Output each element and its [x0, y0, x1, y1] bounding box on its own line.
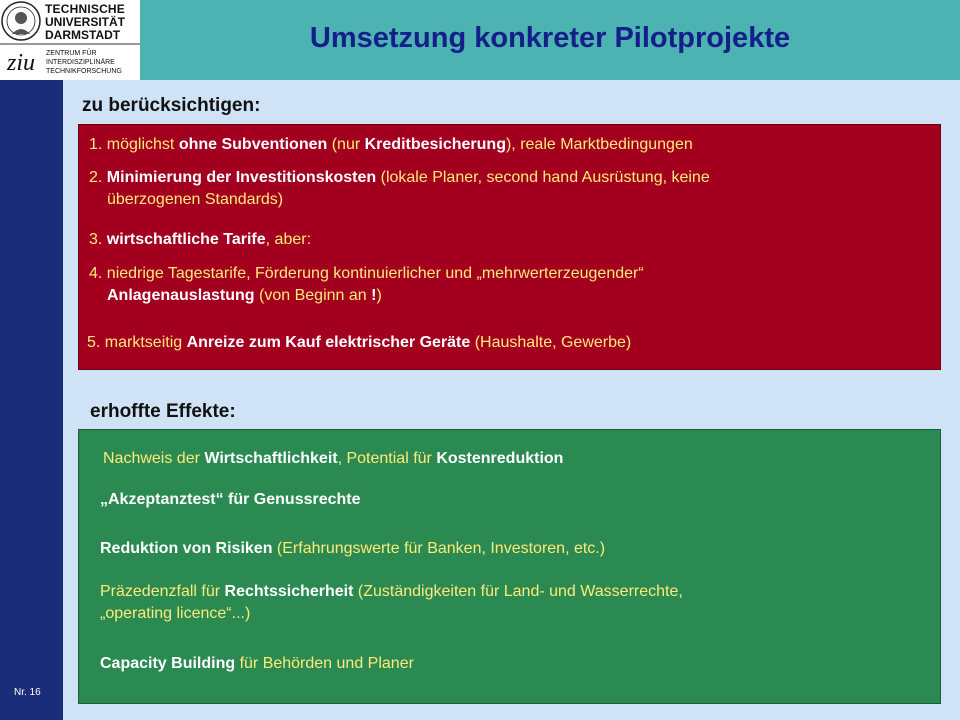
effect-1: Nachweis der Wirtschaftlichkeit, Potential für Kostenreduktion [103, 450, 564, 467]
page-title: Umsetzung konkreter Pilotprojekte [309, 22, 791, 54]
university-name-line2: UNIVERSITÄT [45, 15, 126, 29]
university-name-line1: TECHNISCHE [45, 2, 126, 16]
effect-4: Präzedenzfall für Rechtssicherheit (Zuständigkeiten für Land- und Wasserrechte, „operating licence“...) [100, 583, 683, 622]
consideration-2: 2. Minimierung der Investitionskosten (lokale Planer, second hand Ausrüstung, keine überzogenen Standards) [89, 169, 710, 208]
sidebar-bar [0, 80, 63, 720]
effect-2: „Akzeptanztest“ für Genussrechte [100, 491, 361, 508]
university-logo-area [0, 0, 140, 80]
effect-5: Capacity Building für Behörden und Planer [100, 655, 414, 672]
consideration-5: 5. marktseitig Anreize zum Kauf elektrischer Geräte (Haushalte, Gewerbe) [87, 334, 632, 351]
ziu-name-line2: INTERDISZIPLINÄRE [46, 59, 115, 66]
ziu-name-line1: ZENTRUM FÜR [46, 50, 97, 57]
consideration-3: 3. wirtschaftliche Tarife, aber: [89, 231, 312, 248]
svg-text:ziu: ziu [7, 50, 36, 76]
section-considerations-label: zu berücksichtigen: [82, 95, 261, 116]
slide-number: Nr. 16 [14, 687, 41, 698]
considerations-box [78, 124, 941, 370]
university-name-line3: DARMSTADT [45, 28, 121, 42]
section-effects-label: erhoffte Effekte: [90, 401, 236, 422]
consideration-4: 4. niedrige Tagestarife, Förderung kontinuierlicher und „mehrwerterzeugender“ Anlagenauslastung (von Beginn an !) [89, 265, 644, 304]
effects-box [78, 429, 941, 704]
consideration-1: 1. möglichst ohne Subventionen (nur Kreditbesicherung), reale Marktbedingungen [89, 136, 693, 153]
effect-3: Reduktion von Risiken (Erfahrungswerte für Banken, Investoren, etc.) [100, 540, 606, 557]
ziu-name-line3: TECHNIKFORSCHUNG [46, 68, 122, 75]
